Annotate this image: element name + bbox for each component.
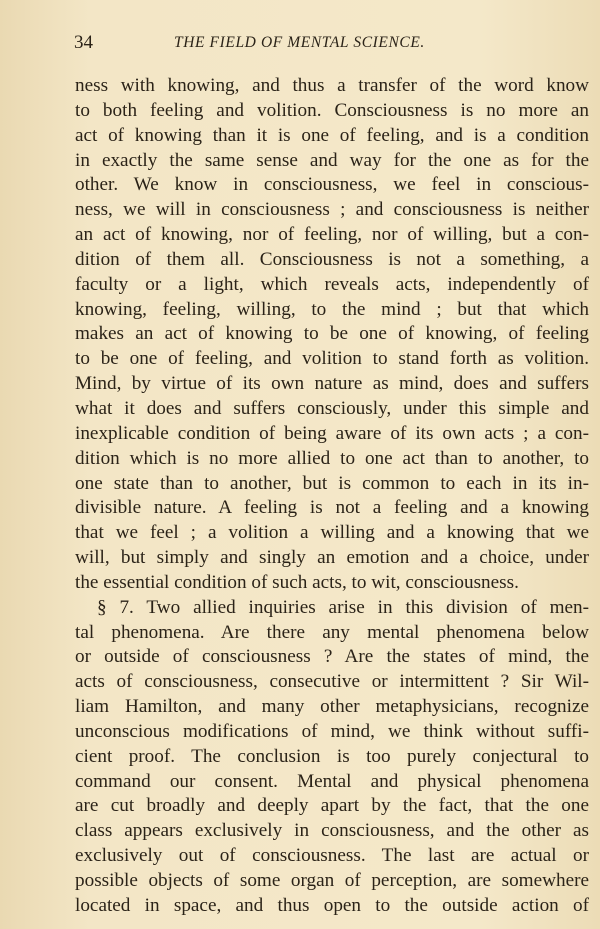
text-line: § 7. Two allied inquiries arise in this division of men- bbox=[97, 596, 589, 618]
text-line: what it does and suffers consciously, under this simple and bbox=[75, 397, 589, 419]
text-line: the essential condition of such acts, to wit, consciousness. bbox=[75, 571, 519, 593]
text-line: ness with knowing, and thus a transfer of the word know bbox=[75, 75, 589, 96]
text-line: are cut broadly and deeply apart by the fact, that the one bbox=[75, 795, 589, 817]
text-line: makes an act of knowing to be one of knowing, of feeling bbox=[75, 323, 589, 345]
text-line: liam Hamilton, and many other metaphysicians, recognize bbox=[75, 696, 589, 718]
running-header bbox=[74, 32, 574, 56]
text-line: dition of them all. Consciousness is not a something, a bbox=[75, 248, 589, 270]
text-line: acts of consciousness, consecutive or intermittent ? Sir Wil- bbox=[75, 671, 589, 693]
text-line: Mind, by virtue of its own nature as mind, does and suffers bbox=[75, 373, 589, 395]
text-line: knowing, feeling, willing, to the mind ; but that which bbox=[75, 298, 589, 320]
text-line: dition which is no more allied to one act than to another, to bbox=[75, 447, 589, 469]
text-line: one state than to another, but is common to each in its in- bbox=[75, 472, 589, 494]
text-line: to both feeling and volition. Consciousness is no more an bbox=[75, 99, 589, 121]
page-body-text bbox=[75, 74, 589, 919]
text-line: command our consent. Mental and physical phenomena bbox=[75, 770, 589, 792]
text-line: an act of knowing, nor of feeling, nor of willing, but a con- bbox=[75, 224, 589, 246]
text-line: located in space, and thus open to the outside action of bbox=[75, 894, 589, 916]
text-line: faculty or a light, which reveals acts, independently of bbox=[75, 273, 589, 295]
text-line: will, but simply and singly an emotion and a choice, under bbox=[75, 547, 589, 569]
text-line: or outside of consciousness ? Are the states of mind, the bbox=[75, 646, 589, 668]
text-line: divisible nature. A feeling is not a feeling and a knowing bbox=[75, 497, 589, 519]
page-number: 34 bbox=[74, 32, 93, 53]
running-title: THE FIELD OF MENTAL SCIENCE. bbox=[174, 34, 425, 51]
text-line: possible objects of some organ of perception, are somewhere bbox=[75, 870, 589, 891]
text-line: other. We know in consciousness, we feel in conscious- bbox=[75, 174, 589, 196]
text-line: class appears exclusively in consciousness, and the other as bbox=[75, 820, 589, 842]
text-line: ness, we will in consciousness ; and consciousness is neither bbox=[75, 199, 589, 221]
text-line: unconscious modifications of mind, we think without suffi- bbox=[75, 720, 589, 742]
text-line: act of knowing than it is one of feeling, and is a condition bbox=[75, 124, 589, 146]
text-line: that we feel ; a volition a willing and a knowing that we bbox=[75, 522, 589, 544]
text-line: to be one of feeling, and volition to stand forth as volition. bbox=[75, 348, 589, 370]
text-line: inexplicable condition of being aware of its own acts ; a con- bbox=[75, 422, 589, 444]
text-line: cient proof. The conclusion is too purely conjectural to bbox=[75, 745, 589, 767]
text-line: in exactly the same sense and way for the one as for the bbox=[75, 149, 589, 171]
text-line: exclusively out of consciousness. The last are actual or bbox=[75, 845, 589, 867]
text-line: tal phenomena. Are there any mental phenomena below bbox=[75, 621, 589, 643]
